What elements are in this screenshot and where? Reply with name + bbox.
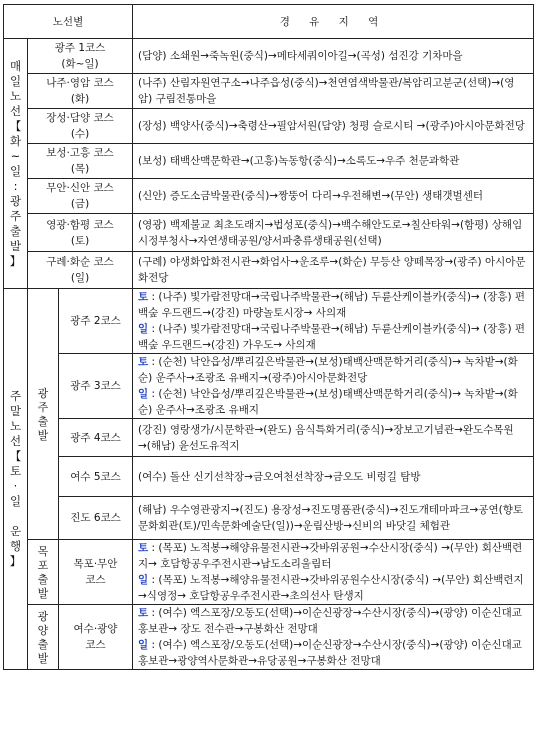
label-char: 말	[9, 404, 22, 418]
route-text: : (나주) 빛가람전망대→국립나주박물관→(해남) 두륜산케이블카(중식)→ (장흥) 편백숲 우드랜드→(강진) 마량놀토시장→ 사의재	[138, 291, 526, 319]
route-description	[133, 419, 534, 457]
label-char: :	[13, 178, 18, 193]
route-line	[138, 637, 528, 669]
label-char: 발	[37, 651, 49, 665]
route-description: (신안) 증도소금박물관(중식)→짱뚱어 다리→우전해변→(무안) 생태갯벌센터	[133, 179, 534, 214]
route-description	[133, 354, 534, 419]
label-char: 【	[9, 118, 22, 133]
route-description	[133, 289, 534, 354]
label-char: 화	[9, 133, 22, 148]
route-text: (여수) 돌산 신기선착장→금오여천선착장→금오도 비렁길 탐방	[138, 470, 421, 483]
label-char: 발	[37, 586, 49, 600]
route-line	[138, 354, 528, 386]
departure-group-label	[28, 540, 59, 605]
route-line	[138, 540, 528, 572]
label-char: 노	[9, 88, 22, 103]
departure-group-label	[28, 605, 59, 670]
day-label: 토	[138, 607, 149, 619]
weekend-route-label	[4, 289, 28, 670]
label-char: 주	[9, 389, 22, 403]
route-text: : (목포) 노적봉→해양유물전시관→갓바위공원→수산시장(중식) →(무안) 회산백련지→ 호담항공우주전시관→남도소리울림터	[138, 542, 523, 570]
header-route-type: 노선별	[4, 5, 133, 39]
label-char: 일	[9, 163, 22, 178]
route-line	[138, 605, 528, 637]
label-char: 매	[9, 58, 22, 73]
course-name: 여수 5코스	[59, 457, 133, 497]
route-line	[138, 289, 528, 321]
label-char: 토	[9, 464, 22, 478]
label-char: 노	[9, 419, 22, 433]
route-text: : (목포) 노적봉→해양유물전시관→갓바위공원수산시장(중식) →(무안) 회산백련지→식영정→ 호담항공우주전시관→초의선사 탄생지	[138, 574, 524, 602]
route-description	[133, 457, 534, 497]
weekend-route-row	[4, 457, 534, 497]
weekend-label-text	[10, 389, 22, 569]
day-label: 일	[138, 639, 149, 651]
label-char: 주	[37, 400, 49, 414]
course-name: 보성·고흥 코스 (목)	[28, 144, 133, 179]
course-name: 목포·무안 코스	[59, 540, 133, 605]
weekend-route-row	[4, 497, 534, 540]
label-char: 【	[9, 449, 22, 463]
label-char: 포	[37, 558, 49, 572]
label-char: 일	[9, 494, 22, 508]
day-label: 일	[138, 574, 149, 586]
daily-route-row	[4, 74, 534, 109]
weekend-route-row	[4, 419, 534, 457]
label-char: 운	[9, 524, 22, 538]
course-name: 구례·화순 코스 (일)	[28, 252, 133, 289]
route-line	[138, 572, 528, 604]
label-char: 목	[37, 544, 49, 558]
course-name: 나주·영암 코스 (화)	[28, 74, 133, 109]
label-char: 출	[37, 637, 49, 651]
group-label-text	[38, 387, 49, 443]
label-char: 출	[9, 223, 22, 238]
course-name: 장성·담양 코스 (수)	[28, 109, 133, 144]
route-line	[138, 321, 528, 353]
route-line	[138, 386, 528, 418]
daily-route-row	[4, 252, 534, 289]
day-label: 일	[138, 323, 149, 335]
daily-route-label	[4, 39, 28, 289]
route-text: : (여수) 엑스포장/오동도(선택)→이순신광장→수산시장(중식)→(광양) 이순신대교 홍보관→광양역사문화관→유당공원→구봉화산 전망대	[138, 639, 522, 667]
label-char: 광	[9, 193, 22, 208]
label-char: 일	[9, 73, 22, 88]
route-description	[133, 497, 534, 540]
course-name: 광주 1코스 (화~일)	[28, 39, 133, 74]
route-description: (담양) 소쇄원→죽녹원(중식)→메타세쿼이아길→(곡성) 섬진강 기차마을	[133, 39, 534, 74]
weekend-route-row	[4, 605, 534, 670]
route-text: (해남) 우수영관광지→(진도) 용장성→진도명품관(중식)→진도개테마파크→공연(향토문화회관(토)/민속문화예술단(일))→운림산방→신비의 바닷길 체험관	[138, 504, 523, 532]
route-line	[138, 502, 528, 534]
daily-route-row	[4, 39, 534, 74]
label-char: 행	[9, 539, 22, 553]
departure-group-label	[28, 289, 59, 540]
route-line	[138, 422, 528, 454]
header-route-area: 경 유 지 역	[133, 5, 534, 39]
header-row	[4, 5, 534, 39]
group-label-text	[38, 545, 49, 601]
route-description: (영광) 백제불교 최초도래지→법성포(중식)→백수해안도로→칠산타워→(함평) 상해임시정부청사→자연생태공원/양서파충류생태공원(선택)	[133, 214, 534, 252]
label-char: 광	[37, 609, 49, 623]
route-description: (나주) 산림자원연구소→나주읍성(중식)→천연염색박물관/복암리고분군(선택)→(영암) 구림전통마을	[133, 74, 534, 109]
course-name: 광주 4코스	[59, 419, 133, 457]
label-char: 양	[37, 623, 49, 637]
daily-route-row	[4, 109, 534, 144]
label-char: 선	[9, 103, 22, 118]
label-char: 출	[37, 414, 49, 428]
route-description	[133, 605, 534, 670]
route-text: : (순천) 낙안읍성/뿌리깊은박물관→(보성)태백산맥문학거리(중식)→ 녹차밭→(화순) 운주사→조광조 유배지	[138, 388, 518, 416]
day-label: 토	[138, 542, 149, 554]
route-text: : (순천) 낙안읍성/뿌리깊은박물관→(보성)태백산맥문학거리(중식)→ 녹차밭→(화순) 운주사→조광조 유배지→(광주)아시아문화전당	[138, 356, 518, 384]
label-char: 】	[9, 253, 22, 268]
weekend-route-row	[4, 354, 534, 419]
course-name: 영광·함평 코스 (토)	[28, 214, 133, 252]
route-text: : (나주) 빛가람전망대→국립나주박물관→(해남) 두륜산케이블카(중식)→ (장흥) 편백숲 우드랜드→(강진) 가우도→ 사의재	[138, 323, 526, 351]
label-char: 출	[37, 572, 49, 586]
label-char: 발	[37, 428, 49, 442]
route-table-body	[4, 5, 534, 670]
label-char: 선	[9, 434, 22, 448]
daily-route-row	[4, 179, 534, 214]
label-char: ·	[13, 479, 18, 493]
daily-route-row	[4, 144, 534, 179]
route-text: : (여수) 엑스포장/오동도(선택)→이순신광장→수산시장(중식)→(광양) 이순신대교 홍보관→ 장도 전수관→구봉화산 전망대	[138, 607, 522, 635]
route-description: (구례) 야생화압화전시관→화엄사→운조루→(화순) 무등산 양떼목장→(광주) 아시아문화전당	[133, 252, 534, 289]
route-description	[133, 540, 534, 605]
daily-route-row	[4, 214, 534, 252]
weekend-route-row	[4, 540, 534, 605]
day-label: 토	[138, 356, 149, 368]
daily-label-text	[10, 59, 22, 269]
label-char: 광	[37, 386, 49, 400]
course-name: 진도 6코스	[59, 497, 133, 540]
route-text: (강진) 영랑생가/시문학관→(완도) 음식특화거리(중식)→장보고기념관→완도수목원→(해남) 윤선도유적지	[138, 423, 514, 452]
route-description: (장성) 백양사(중식)→축령산→필암서원(담양) 청평 슬로시티 →(광주)아시아문화전당	[133, 109, 534, 144]
label-char: 주	[9, 208, 22, 223]
route-description: (보성) 태백산맥문학관→(고흥)녹동항(중식)→소록도→우주 천문과학관	[133, 144, 534, 179]
label-char	[14, 509, 18, 524]
course-name: 무안·신안 코스 (금)	[28, 179, 133, 214]
weekend-route-row	[4, 289, 534, 354]
group-label-text	[38, 610, 49, 666]
label-char: 】	[9, 554, 22, 568]
label-char: ~	[10, 148, 21, 163]
course-name: 광주 3코스	[59, 354, 133, 419]
course-name: 광주 2코스	[59, 289, 133, 354]
day-label: 일	[138, 388, 149, 400]
course-name: 여수·광양 코스	[59, 605, 133, 670]
route-line	[138, 469, 528, 485]
day-label: 토	[138, 291, 149, 303]
route-table	[3, 4, 534, 670]
label-char: 발	[9, 238, 22, 253]
